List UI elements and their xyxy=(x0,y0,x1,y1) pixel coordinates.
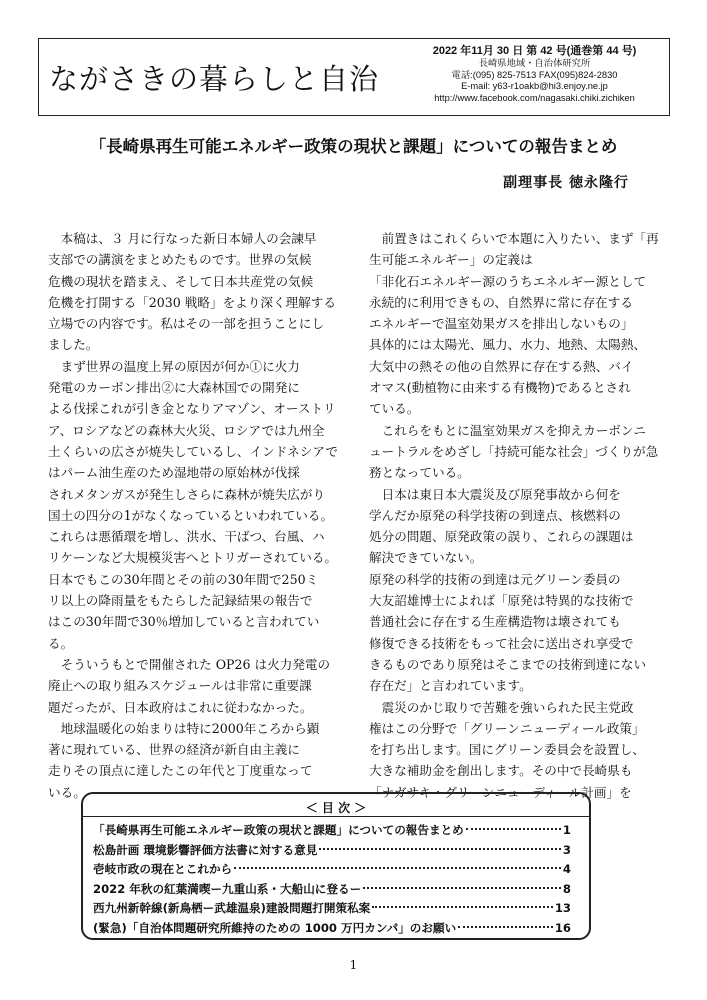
toc-leader-dots xyxy=(372,906,553,908)
toc-item-title: 壱岐市政の現在とこれから xyxy=(93,862,233,876)
article-line: ュートラルをめざし「持続可能な社会」づくりが急 xyxy=(369,443,659,459)
toc-divider xyxy=(83,816,589,817)
facebook-url[interactable]: http://www.facebook.com/nagasaki.chiki.zichiken xyxy=(434,92,635,103)
article-line: を打ち出します。国にグリーン委員会を設置し、 xyxy=(369,742,645,758)
article-line: 題だったが、日本政府はこれに従わなかった。 xyxy=(48,699,313,715)
toc-item-page: 16 xyxy=(554,920,571,935)
phone-fax: 電話:(095) 825-7513 FAX(095)824-2830 xyxy=(451,69,618,80)
article-line: 立場での内容です。私はその一部を担うことにし xyxy=(48,316,325,332)
toc-list xyxy=(93,821,571,938)
article-line: まず世界の温度上昇の原因が何か①に火力 xyxy=(48,358,300,374)
article-line: 永続的に利用できもの、自然界に常に存在する xyxy=(369,294,633,310)
article-line: 大きな補助金を創出します。その中で長崎県も xyxy=(369,763,633,779)
article-line: 「非化石エネルギー源のうちエネルギー源として xyxy=(369,273,647,289)
article-line: リ以上の降雨量をもたらした記録結果の報告で xyxy=(48,593,313,609)
article-line: オマス(動植物に由来する有機物)であるとされ xyxy=(369,380,631,396)
article-line: 大友詔雄博士によれば「原発は特異的な技術で xyxy=(369,593,634,609)
toc-item[interactable] xyxy=(93,919,571,939)
article-line: 原発の科学的技術の到達は元グリーン委員の xyxy=(369,571,621,587)
article-line: 廃止への取り組みスケジュールは非常に重要課 xyxy=(48,678,312,694)
newsletter-title: ながさきの暮らしと自治 xyxy=(49,62,380,96)
article-line: 存在だ」と言われています。 xyxy=(369,678,532,694)
toc-item[interactable] xyxy=(93,899,571,919)
article-line: はパーム油生産のため湿地帯の原始林が伐採 xyxy=(48,465,300,481)
article-line: 学んだか原発の科学技術の到達点、核燃料の xyxy=(369,507,621,523)
article-line: よる伐採これが引き金となりアマゾン、オーストリ xyxy=(48,401,336,417)
toc-item-page: 3 xyxy=(562,842,571,857)
article-line: 処分の問題、原発政策の誤り、これらの課題は xyxy=(369,529,634,545)
article-line: きるものであり原発はそこまでの技術到達にない xyxy=(369,656,647,672)
article-line: る。 xyxy=(48,635,74,651)
toc-title: ＜ 目 次 ＞ xyxy=(305,801,367,815)
page-number: 1 xyxy=(349,958,358,972)
article-line: 走りその頂点に達したこの年代と丁度重なって xyxy=(48,763,313,779)
article-line: そういうもとで開催された OP26 は火力発電の xyxy=(48,656,331,672)
article-line: 解決できていない。 xyxy=(369,550,483,566)
article-line: 本稿は、３ 月に行なった新日本婦人の会諫早 xyxy=(48,231,317,246)
email-address: E-mail: y63-r1oakb@hi3.enjoy.ne.jp xyxy=(461,81,608,92)
article-line: いる。 xyxy=(48,784,86,800)
article-line: はこの30年間で30％増加していると言われてい xyxy=(48,614,320,630)
masthead xyxy=(38,38,670,116)
toc-item-title: 西九州新幹線(新鳥栖ー武雄温泉)建設問題打開策私案 xyxy=(93,901,371,915)
article-line: 著に現れている、世界の経済が新自由主義に xyxy=(48,742,300,758)
publisher-name: 長崎県地域・自治体研究所 xyxy=(478,58,591,68)
toc-item-page: 1 xyxy=(562,823,571,837)
article-author: 副理事長 徳永隆行 xyxy=(503,175,629,191)
article-line: 「ナガサキ・グリーンニューディール計画」を xyxy=(369,784,632,800)
toc-item-page: 8 xyxy=(562,881,571,896)
article-line: 大気中の熱その他の自然界に存在する熱、バイ xyxy=(369,358,634,374)
article-line: ている。 xyxy=(369,401,420,417)
article-line: 土くらいの広さが焼失しているし、インドネシアで xyxy=(48,443,338,459)
article-line: 日本でもこの30年間とその前の30年間で250ミ xyxy=(48,571,319,587)
article-line: 危機の現状を踏まえ、そして日本共産党の気候 xyxy=(48,273,314,289)
masthead-info xyxy=(412,45,657,104)
toc-item-title: 松島計画 環境影響評価方法書に対する意見 xyxy=(93,842,318,857)
table-of-contents xyxy=(81,792,591,940)
toc-item-title: (緊急)「自治体問題研究所維持のための 1000 万円カンパ」のお願い xyxy=(93,920,457,935)
toc-leader-dots xyxy=(234,867,561,869)
toc-item[interactable] xyxy=(93,860,571,880)
toc-item[interactable] xyxy=(93,841,571,861)
article-line: 修復できる技術をもって社会に送出され享受で xyxy=(369,635,634,651)
toc-leader-dots xyxy=(319,848,561,850)
issue-line: 2022 年11月 30 日 第 42 号(通巻第 44 号) xyxy=(432,45,637,57)
article-line: 日本は東日本大震災及び原発事故から何を xyxy=(369,486,621,502)
toc-item-page: 4 xyxy=(562,862,571,876)
toc-item-title: 「長崎県再生可能エネルギー政策の現状と課題」についての報告まとめ xyxy=(93,823,464,837)
article-line: 具体的には太陽光、風力、水力、地熱、太陽熱、 xyxy=(369,337,647,353)
article-line: これらは悪循環を増し、洪水、干ばつ、台風、ハ xyxy=(48,529,325,545)
toc-item-page: 13 xyxy=(554,901,571,915)
article-line: 務となっている。 xyxy=(369,465,470,481)
article-line: ア、ロシアなどの森林大火災、ロシアでは九州全 xyxy=(48,422,325,438)
toc-leader-dots xyxy=(363,887,561,889)
article-headline: 「長崎県再生可能エネルギー政策の現状と課題」についての報告まとめ xyxy=(89,137,618,156)
article-line: 権はこの分野で「グリーンニューディール政策」 xyxy=(369,720,645,736)
article-line: リケーンなど大規模災害へとトリガーされている。 xyxy=(48,550,338,566)
article-column-left xyxy=(48,228,340,803)
article-line: 普通社会に存在する生産構造物は壊されても xyxy=(369,614,621,630)
toc-item[interactable] xyxy=(93,880,571,900)
toc-item[interactable] xyxy=(93,821,571,841)
article-line: されメタンガスが発生しさらに森林が焼失広がり xyxy=(48,486,326,502)
article-line: エネルギーで温室効果ガスを排出しないもの」 xyxy=(369,316,634,332)
article-line: 前置きはこれくらいで本題に入りたい、まず「再 xyxy=(369,231,659,246)
article-line: 国土の四分の1がなくなっているといわれている。 xyxy=(48,507,334,523)
article-line: 危機を打開する「2030 戦略」をより深く理解する xyxy=(48,294,336,310)
article-line: 発電のカーボン排出②に大森林国での開発に xyxy=(48,380,300,396)
article-line: 生可能エネルギー」の定義は xyxy=(369,252,533,268)
article-line: 震災のかじ取りで苦難を強いられた民主党政 xyxy=(369,699,634,715)
article-column-right xyxy=(369,228,661,803)
toc-item-title: 2022 年秋の紅葉満喫ー九重山系・大船山に登るー xyxy=(93,881,362,896)
article-line: 地球温暖化の始まりは特に2000年ころから顕 xyxy=(48,720,320,736)
article-line: 支部での講演をまとめたものです。世界の気候 xyxy=(48,252,312,268)
toc-leader-dots xyxy=(466,828,561,830)
toc-leader-dots xyxy=(458,926,553,928)
article-line: これらをもとに温室効果ガスを抑えカーボンニ xyxy=(369,422,647,438)
article-line: ました。 xyxy=(48,337,99,353)
